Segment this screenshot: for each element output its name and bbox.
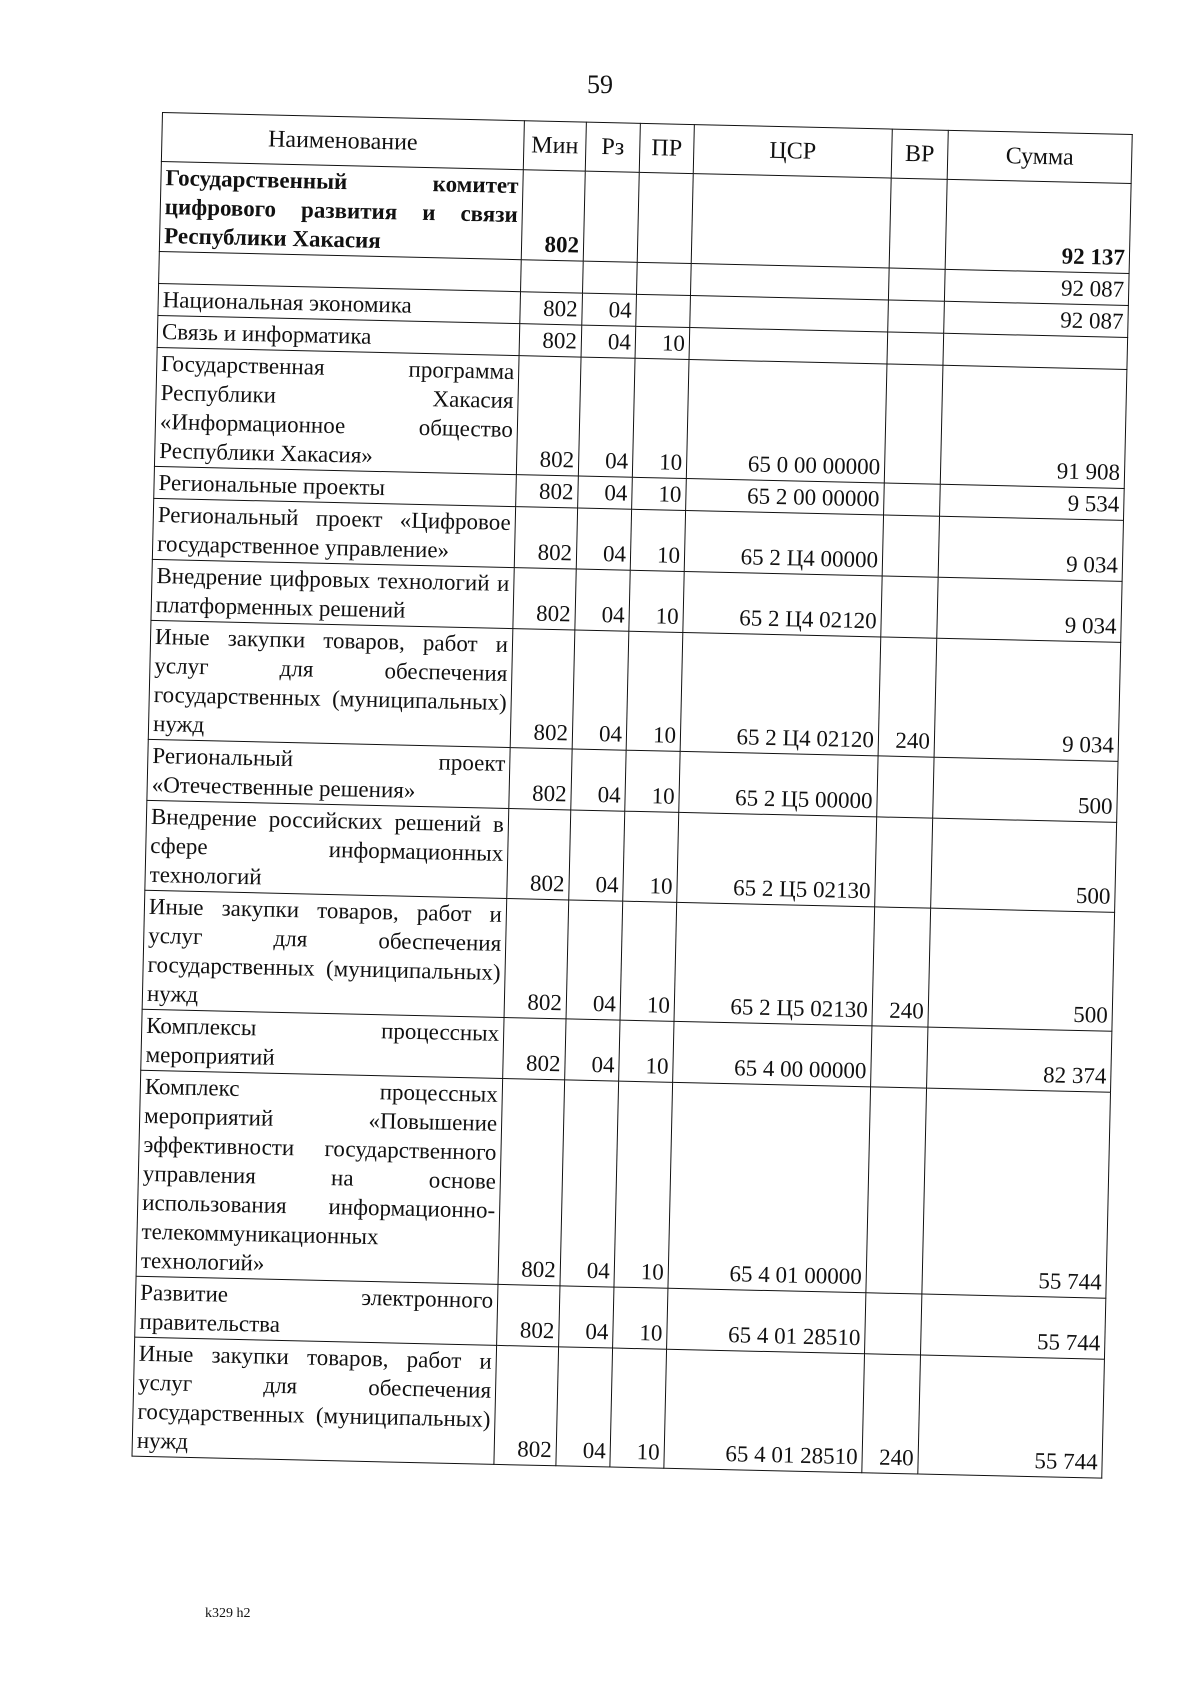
cell-name: Государственный комитет цифрового развития и связи Республики Хакасия [159, 161, 523, 259]
cell-min: 802 [516, 356, 581, 476]
cell-name: Внедрение цифровых технологий и платформенных решений [151, 559, 514, 628]
table-row [132, 1337, 1104, 1478]
cell-rz: 04 [559, 1286, 614, 1348]
cell-pr [637, 172, 693, 263]
cell-pr: 10 [614, 1081, 673, 1288]
cell-min: 802 [520, 292, 583, 325]
cell-csr [690, 264, 889, 300]
cell-csr: 65 4 01 28510 [664, 1349, 865, 1472]
cell-sum: 9 034 [937, 577, 1122, 642]
cell-min: 802 [509, 748, 572, 810]
header-csr: ЦСР [693, 125, 892, 178]
cell-rz [583, 171, 639, 262]
cell-rz: 04 [575, 569, 630, 631]
cell-vr [884, 483, 941, 516]
cell-min: 802 [504, 899, 569, 1019]
cell-csr [690, 296, 889, 332]
cell-vr [888, 300, 945, 333]
cell-csr: 65 2 Ц5 02130 [677, 812, 877, 906]
cell-sum: 55 744 [918, 1355, 1105, 1478]
cell-name: Внедрение российских решений в сфере информационных технологий [145, 800, 509, 898]
cell-min: 802 [516, 475, 579, 508]
cell-sum: 91 908 [940, 365, 1127, 488]
cell-name: Государственная программа Республики Хакасия «Информационное общество Республики Хакасия» [154, 347, 519, 474]
cell-vr [887, 332, 944, 365]
cell-csr: 65 4 01 28510 [667, 1288, 866, 1353]
table-body [132, 161, 1131, 1478]
cell-name: Региональный проект «Отечественные решения» [147, 739, 510, 808]
cell-csr: 65 4 00 00000 [673, 1021, 872, 1086]
cell-vr [889, 178, 947, 269]
cell-vr [875, 817, 933, 908]
cell-csr: 65 0 00 00000 [686, 360, 887, 483]
cell-min: 802 [521, 170, 585, 261]
cell-rz: 04 [572, 630, 629, 750]
cell-min: 802 [513, 568, 576, 630]
table-row [142, 890, 1114, 1031]
cell-csr [691, 174, 891, 268]
cell-name: Иные закупки товаров, работ и услуг для обеспечения государственных (муниципальных) нужд [142, 890, 507, 1017]
cell-min [521, 260, 584, 293]
cell-pr: 10 [630, 509, 685, 571]
cell-csr: 65 4 01 00000 [668, 1082, 871, 1292]
cell-min: 802 [519, 324, 582, 357]
cell-csr: 65 2 Ц4 00000 [684, 510, 883, 575]
cell-pr: 10 [619, 1020, 674, 1082]
cell-min: 802 [497, 1284, 560, 1346]
table-row [148, 620, 1120, 761]
cell-rz: 04 [565, 1019, 620, 1081]
cell-vr [881, 576, 938, 638]
cell-min: 802 [514, 507, 577, 569]
cell-sum: 9 534 [940, 484, 1125, 520]
cell-vr [888, 268, 945, 301]
cell-min: 802 [510, 629, 575, 749]
cell-name: Комплекс процессных мероприятий «Повышение эффективности государственного управления на основе использования информационно-телекоммуникационных технологий» [136, 1070, 503, 1284]
cell-pr: 10 [623, 811, 679, 902]
cell-vr [882, 515, 939, 577]
cell-pr [636, 262, 691, 295]
budget-table-wrapper [131, 112, 1131, 1479]
cell-sum: 9 034 [938, 516, 1123, 581]
page-number: 59 [587, 70, 613, 99]
cell-rz: 04 [566, 900, 623, 1020]
cell-sum: 92 137 [945, 179, 1131, 273]
cell-min: 802 [507, 809, 571, 900]
cell-sum [943, 333, 1128, 369]
table-row [136, 1070, 1110, 1298]
footer-code: k329 h2 [205, 1606, 251, 1621]
cell-rz: 04 [556, 1347, 613, 1467]
cell-name: Развитие электронного правительства [135, 1276, 498, 1345]
cell-pr: 10 [610, 1348, 667, 1468]
cell-vr: 240 [862, 1354, 921, 1474]
cell-name: Связь и информатика [157, 315, 520, 355]
cell-csr [689, 328, 888, 364]
header-pr: ПР [639, 123, 694, 173]
cell-vr [865, 1293, 922, 1355]
cell-pr: 10 [625, 750, 680, 812]
cell-vr: 240 [872, 907, 931, 1027]
cell-sum: 500 [928, 908, 1115, 1031]
cell-csr: 65 2 Ц4 02120 [680, 632, 881, 755]
cell-csr: 65 2 00 00000 [686, 478, 885, 514]
cell-min: 802 [498, 1078, 565, 1285]
header-sum: Сумма [947, 130, 1132, 183]
cell-rz: 04 [578, 357, 635, 477]
cell-vr [884, 364, 943, 484]
cell-rz: 04 [581, 325, 636, 358]
cell-rz [582, 261, 637, 294]
cell-name: Региональные проекты [154, 466, 517, 506]
table-row [154, 347, 1126, 488]
cell-rz: 04 [576, 508, 631, 570]
cell-sum: 55 744 [920, 1294, 1105, 1359]
cell-name: Иные закупки товаров, работ и услуг для обеспечения государственных (муниципальных) нужд [132, 1337, 497, 1464]
cell-rz: 04 [571, 749, 626, 811]
cell-csr: 65 2 Ц5 00000 [679, 751, 878, 816]
cell-vr [877, 756, 934, 818]
cell-sum: 500 [931, 818, 1117, 912]
cell-pr: 10 [635, 326, 690, 359]
header-vr: ВР [891, 129, 948, 179]
cell-rz: 04 [560, 1080, 619, 1287]
cell-vr [866, 1087, 927, 1294]
cell-pr: 10 [632, 477, 687, 510]
cell-sum: 92 087 [944, 301, 1129, 337]
cell-sum: 500 [933, 757, 1118, 822]
cell-name: Иные закупки товаров, работ и услуг для обеспечения государственных (муниципальных) нужд [148, 620, 513, 747]
header-name: Наименование [161, 113, 524, 170]
budget-table [131, 112, 1132, 1479]
cell-csr: 65 2 Ц4 02120 [683, 571, 882, 636]
header-min: Мин [523, 121, 586, 171]
cell-csr: 65 2 Ц5 02130 [674, 902, 875, 1025]
cell-pr: 10 [629, 570, 684, 632]
cell-sum: 9 034 [934, 638, 1121, 761]
cell-min: 802 [494, 1345, 559, 1465]
header-rz: Рз [585, 122, 640, 172]
cell-pr: 10 [620, 901, 677, 1021]
cell-pr [636, 294, 691, 327]
cell-rz: 04 [578, 476, 633, 509]
cell-sum: 82 374 [927, 1027, 1112, 1092]
cell-vr: 240 [878, 637, 937, 757]
cell-rz: 04 [582, 293, 637, 326]
cell-name: Национальная экономика [158, 283, 521, 323]
cell-sum: 92 087 [944, 269, 1129, 305]
cell-pr: 10 [632, 358, 689, 478]
cell-min: 802 [503, 1017, 566, 1079]
cell-name: Комплексы процессных мероприятий [141, 1009, 504, 1078]
cell-pr: 10 [626, 631, 683, 751]
cell-rz: 04 [569, 810, 625, 901]
cell-vr [871, 1026, 928, 1088]
cell-name: Региональный проект «Цифровое государственное управление» [152, 498, 515, 567]
cell-sum: 55 744 [922, 1088, 1111, 1298]
cell-pr: 10 [613, 1287, 668, 1349]
